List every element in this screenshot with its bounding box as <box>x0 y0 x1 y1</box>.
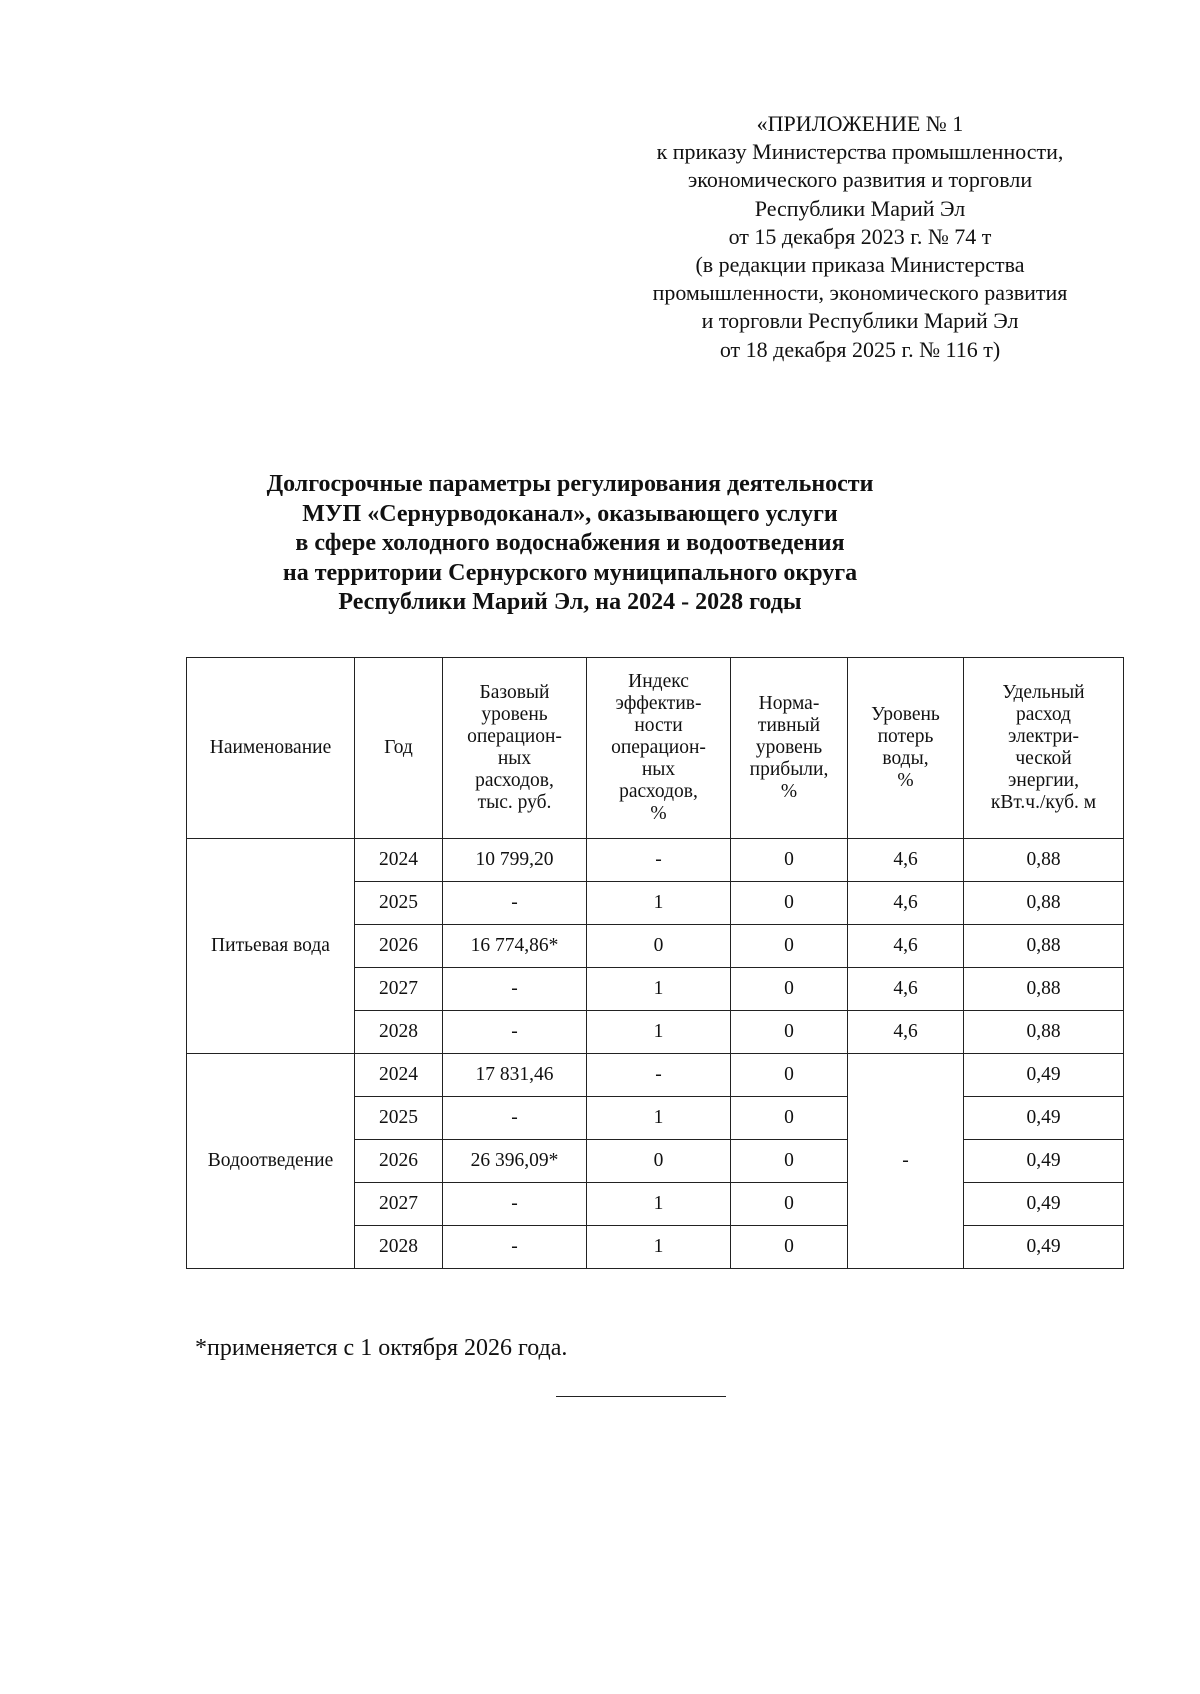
base-level-cell: - <box>443 968 587 1011</box>
header-text-line: эффектив- <box>615 693 702 714</box>
year-cell: 2025 <box>355 882 443 925</box>
year-cell: 2024 <box>355 839 443 882</box>
header-base-level <box>443 658 587 839</box>
header-text-line: энергии, <box>1008 770 1079 791</box>
water-loss-cell: 4,6 <box>848 925 964 968</box>
electricity-cell: 0,49 <box>964 1097 1124 1140</box>
base-level-cell: 17 831,46 <box>443 1054 587 1097</box>
parameters-table <box>186 657 1124 1269</box>
header-text-line: тивный <box>757 715 821 736</box>
profit-level-cell: 0 <box>731 968 848 1011</box>
header-text-line: операцион- <box>467 726 562 747</box>
header-text-line: ных <box>497 748 532 769</box>
profit-level-cell: 0 <box>731 839 848 882</box>
efficiency-index-cell: 1 <box>587 1226 731 1269</box>
header-text-line: Индекс <box>628 671 689 692</box>
year-cell: 2024 <box>355 1054 443 1097</box>
header-electricity <box>964 658 1124 839</box>
year-cell: 2028 <box>355 1226 443 1269</box>
base-level-cell: 16 774,86* <box>443 925 587 968</box>
header-text-line: расходов, <box>619 781 698 802</box>
header-text-line: Уровень <box>871 704 940 725</box>
header-efficiency-index <box>587 658 731 839</box>
table-row <box>187 1054 1124 1097</box>
table-body <box>187 839 1124 1269</box>
header-text-line: Год <box>384 737 413 758</box>
appendix-line: к приказу Министерства промышленности, <box>656 139 1064 165</box>
appendix-line: промышленности, экономического развития <box>652 280 1068 306</box>
appendix-line: «ПРИЛОЖЕНИЕ № 1 <box>756 111 964 136</box>
base-level-cell: - <box>443 1226 587 1269</box>
electricity-cell: 0,88 <box>964 925 1124 968</box>
year-cell: 2025 <box>355 1097 443 1140</box>
appendix-line: Республики Марий Эл <box>754 195 966 221</box>
end-divider <box>556 1396 726 1397</box>
appendix-line: и торговли Республики Марий Эл <box>701 308 1019 334</box>
title-line: на территории Сернурского муниципального округа <box>282 559 858 586</box>
header-text-line: уровень <box>755 737 823 758</box>
efficiency-index-cell: 1 <box>587 1011 731 1054</box>
title-line: в сфере холодного водоснабжения и водоотведения <box>295 530 845 556</box>
water-loss-cell: 4,6 <box>848 968 964 1011</box>
efficiency-index-cell: 1 <box>587 882 731 925</box>
electricity-cell: 0,49 <box>964 1054 1124 1097</box>
water-loss-cell: 4,6 <box>848 1011 964 1054</box>
table-header-row <box>187 658 1124 839</box>
title-line: МУП «Сернурводоканал», оказывающего услуги <box>302 500 838 527</box>
electricity-cell: 0,49 <box>964 1226 1124 1269</box>
profit-level-cell: 0 <box>731 882 848 925</box>
electricity-cell: 0,88 <box>964 839 1124 882</box>
efficiency-index-cell: - <box>587 1054 731 1097</box>
electricity-cell: 0,49 <box>964 1183 1124 1226</box>
year-cell: 2027 <box>355 968 443 1011</box>
header-text-line: Базовый <box>479 682 550 703</box>
appendix-line: (в редакции приказа Министерства <box>695 252 1025 278</box>
year-cell: 2026 <box>355 925 443 968</box>
header-text-line: расход <box>1016 704 1071 725</box>
electricity-cell: 0,49 <box>964 1140 1124 1183</box>
efficiency-index-cell: 1 <box>587 1097 731 1140</box>
header-text-line: % <box>897 770 914 791</box>
header-text-line: тыс. руб. <box>477 792 552 813</box>
base-level-cell: - <box>443 1097 587 1140</box>
header-text-line: операцион- <box>611 737 706 758</box>
header-text-line: Наименование <box>209 737 332 758</box>
header-text-line: Удельный <box>1002 682 1085 703</box>
row-name-cell: Водоотведение <box>187 1054 355 1269</box>
profit-level-cell: 0 <box>731 1011 848 1054</box>
water-loss-cell: 4,6 <box>848 882 964 925</box>
appendix-line: от 18 декабря 2025 г. № 116 т) <box>719 336 1001 362</box>
base-level-cell: - <box>443 1011 587 1054</box>
efficiency-index-cell: 1 <box>587 1183 731 1226</box>
header-year <box>355 658 443 839</box>
appendix-line: от 15 декабря 2023 г. № 74 т <box>728 223 992 249</box>
header-text-line: ности <box>634 715 683 736</box>
header-text-line: потерь <box>877 726 934 747</box>
efficiency-index-cell: 1 <box>587 968 731 1011</box>
appendix-line: экономического развития и торговли <box>687 167 1033 193</box>
base-level-cell: - <box>443 882 587 925</box>
header-text-line: Норма- <box>758 693 820 714</box>
header-text-line: ных <box>641 759 676 780</box>
year-cell: 2028 <box>355 1011 443 1054</box>
base-level-cell: - <box>443 1183 587 1226</box>
profit-level-cell: 0 <box>731 1140 848 1183</box>
efficiency-index-cell: 0 <box>587 1140 731 1183</box>
water-loss-cell: - <box>848 1054 964 1269</box>
profit-level-cell: 0 <box>731 1097 848 1140</box>
footnote: *применяется с 1 октября 2026 года. <box>195 1335 568 1361</box>
header-water-loss <box>848 658 964 839</box>
table-row <box>187 839 1124 882</box>
year-cell: 2026 <box>355 1140 443 1183</box>
header-text-line: ческой <box>1015 748 1072 769</box>
water-loss-cell: 4,6 <box>848 839 964 882</box>
electricity-cell: 0,88 <box>964 1011 1124 1054</box>
year-cell: 2027 <box>355 1183 443 1226</box>
profit-level-cell: 0 <box>731 1226 848 1269</box>
header-name <box>187 658 355 839</box>
document-title <box>190 470 950 618</box>
base-level-cell: 26 396,09* <box>443 1140 587 1183</box>
header-text-line: прибыли, <box>749 759 829 780</box>
profit-level-cell: 0 <box>731 1183 848 1226</box>
appendix-header <box>600 110 1120 364</box>
header-text-line: воды, <box>882 748 929 769</box>
efficiency-index-cell: - <box>587 839 731 882</box>
row-name-cell: Питьевая вода <box>187 839 355 1054</box>
header-text-line: % <box>780 781 798 802</box>
header-text-line: расходов, <box>475 770 554 791</box>
base-level-cell: 10 799,20 <box>443 839 587 882</box>
electricity-cell: 0,88 <box>964 968 1124 1011</box>
title-line: Республики Марий Эл, на 2024 - 2028 годы <box>338 589 802 615</box>
title-line: Долгосрочные параметры регулирования деятельности <box>266 471 874 497</box>
header-text-line: электри- <box>1007 726 1080 747</box>
efficiency-index-cell: 0 <box>587 925 731 968</box>
header-text-line: кВт.ч./куб. м <box>990 792 1097 813</box>
profit-level-cell: 0 <box>731 1054 848 1097</box>
profit-level-cell: 0 <box>731 925 848 968</box>
header-profit-level <box>731 658 848 839</box>
header-text-line: уровень <box>481 704 548 725</box>
header-text-line: % <box>650 803 667 824</box>
electricity-cell: 0,88 <box>964 882 1124 925</box>
